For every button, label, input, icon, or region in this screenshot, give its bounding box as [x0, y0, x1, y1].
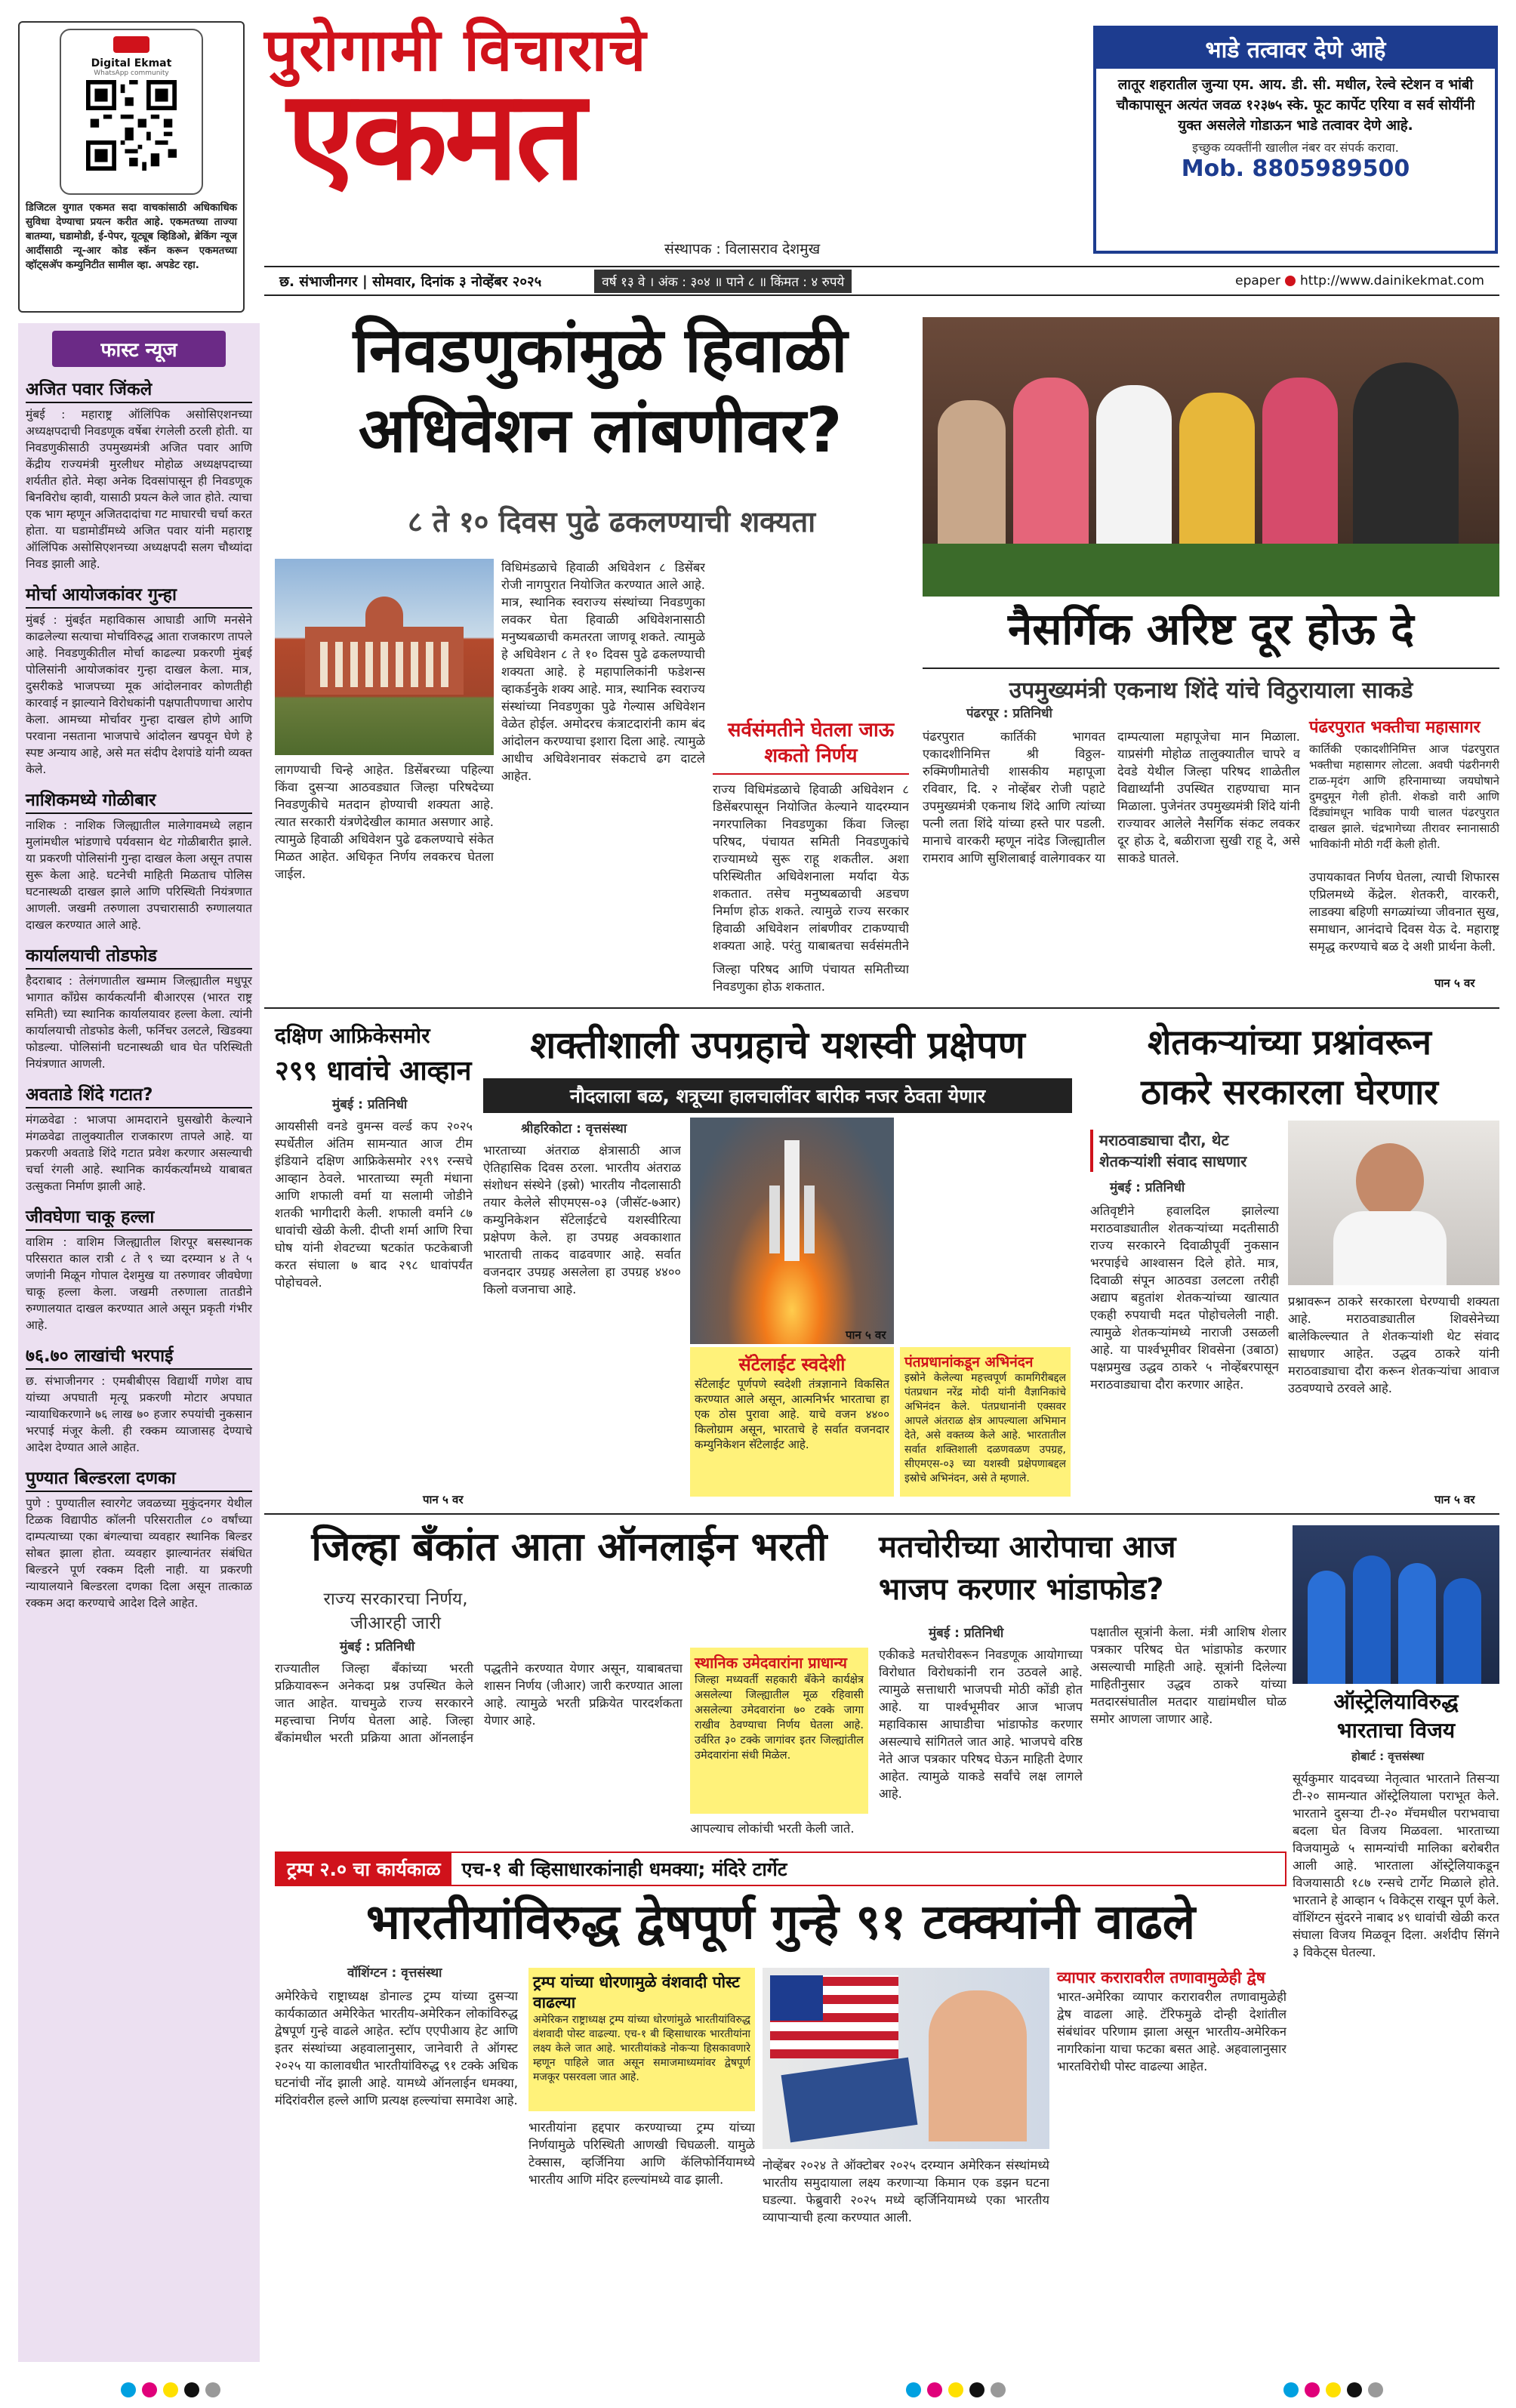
ad-note: इच्छुक व्यक्तींनी खालील नंबर वर संपर्क करावा.: [1192, 140, 1399, 155]
bank-headline[interactable]: जिल्हा बँकांत आता ऑनलाईन भरती: [311, 1525, 827, 1570]
globe-icon: [1285, 276, 1296, 286]
thackeray-body-2: प्रश्नावरून ठाकरे सरकारला घेरण्याची शक्यता आहे. मराठवाड्यातील शिवसेनेच्या बालेकिल्ल्यात ते शेतकऱ्यांशी थेट संवाद साधणार आहेत. उद्धव ठाकरे यांनी मराठवाड्याचा दौरा करून शेतकऱ्यांचा आवाज उठवण्याचे ठरवले आहे.: [1288, 1294, 1499, 1395]
hate-body-3: नोव्हेंबर २०२४ ते ऑक्टोबर २०२५ दरम्यान अमेरिकन संस्थांमध्ये भारतीय समुदायाला लक्ष्य करणाऱ्या किमान एक डझन घटना घडल्या. फेब्रुवारी २०२५ मध्ये व्हर्जिनियामध्ये एका भारतीय व्यापाऱ्याची हत्या करण्यात आली.: [763, 2158, 1049, 2225]
trade-tension-box: [1057, 1968, 1286, 2209]
sidebar-item[interactable]: [26, 942, 252, 1072]
trade-tension-box-body: भारत-अमेरिका व्यापार करारावरील तणावामुळेही द्वेष वाढला आहे. टॅरिफमुळे दोन्ही देशांतील संबंधांवर परिणाम झाला असून भारतीय-अमेरिकन नागरिकांना याचा फटका बसत आहे. अहवालानुसार भारतविरोधी पोस्ट वाढल्या आहेत.: [1057, 1990, 1286, 2073]
shinde-continued[interactable]: पान ५ वर: [1434, 976, 1475, 990]
satellite-caption-body: सॅटेलाईट पूर्णपणे स्वदेशी तंत्रज्ञानाने विकसित करण्यात आले असून, आत्मनिर्भर भारताचा हा एक ठोस पुरावा आहे. याचे वजन ४४०० किलोग्राम असून, भारताचे हे सर्वात वजनदार कम्युनिकेशन सॅटेलाईट आहे.: [695, 1377, 889, 1451]
bank-body: राज्यातील जिल्हा बँकांच्या भरती प्रक्रियावरून अनेकदा प्रश्न उपस्थित केले जात आहेत. याचमुळे राज्य सरकारने महत्त्वाचा निर्णय घेतला आहे. जिल्हा बँकांमधील भरती प्रक्रिया आता ऑनलाईन पद्धतीने करण्यात येणार असून, याबाबतचा शासन निर्णय (जीआर) जारी करण्यात आला आहे. त्यामुळे भरती प्रक्रियेत पारदर्शकता येणार आहे.: [275, 1661, 683, 1745]
thackeray-body: अतिवृष्टीने हवालदिल झालेल्या मराठवाड्यातील शेतकऱ्यांच्या मदतीसाठी राज्य सरकारने दिवाळीपूर्वी नुकसान भरपाईचे आश्वासन दिले होते. मात्र, दिवाळी संपून आठवडा उलटला तरीही अद्याप बहुतांश शेतकऱ्यांच्या खात्यात एकही रुपयाची मदत पोहोचलेली नाही. त्यामुळे शेतकऱ्यांमध्ये नाराजी उसळली आहे. या पार्श्वभूमीवर शिवसेना (उबाठा) पक्षप्रमुख उद्धव ठाकरे ५ नोव्हेंबरपासून मराठवाड्याचा दौरा करणार आहेत.: [1090, 1204, 1279, 1392]
cricket-men-headline-1[interactable]: ऑस्ट्रेलियाविरुद्ध: [1333, 1689, 1459, 1714]
bjp-headline-1[interactable]: मतचोरीच्या आरोपाचा आज: [879, 1530, 1176, 1565]
team-india-photo: [1293, 1525, 1499, 1684]
satellite-subhead: नौदलाला बळ, शत्रूच्या हालचालींवर बारीक नजर ठेवता येणार: [483, 1078, 1072, 1113]
lead-sidebox-body: राज्य विधिमंडळाचे हिवाळी अधिवेशन ८ डिसेंबरपासून नियोजित केल्याने यादरम्यान नगरपालिका निवडणुका किंवा जिल्हा परिषद, पंचायत समिती निवडणुकांचे राज्यामध्ये सुरू राहू शकतील. अशा परिस्थितीत अधिवेशनाला मर्यादा येऊ शकतात. तसेच मनुष्यबळाची अडचण निर्माण होऊ शकते. त्यामुळे राज्य सरकार हिवाळी अधिवेशन लांबणीवर टाकण्याची शक्यता आहे. परंतु याबाबतचा सर्वसंमतीने: [713, 782, 909, 953]
trump-band: [275, 1851, 1286, 1886]
sidebar-item-title: पुण्यात बिल्डरला दणका: [26, 1465, 252, 1492]
bank-dateline: मुंबई : प्रतिनिधी: [340, 1639, 415, 1654]
lead-sidebox-title: सर्वसंमतीने घेतला जाऊ शकतो निर्णय: [713, 717, 909, 775]
masthead-tagline: पुरोगामी विचाराचे: [264, 17, 648, 85]
cricket-men-dateline: होबार्ट : वृत्तसंस्था: [1351, 1750, 1425, 1763]
sidebar-item-body: वाशिम : वाशिम जिल्ह्यातील शिरपूर बसस्थानक परिसरात काल रात्री ८ ते ९ च्या दरम्यान ४ ते ५ जणांनी मिळून गोपाल देशमुख या तरुणावर जीवघेणा चाकू हल्ला केला. जखमी तरुणाला तातडीने रुग्णालयात दाखल करण्यात आले असून प्रकृती गंभीर आहे.: [26, 1235, 252, 1332]
hate-headline[interactable]: भारतीयांविरुद्ध द्वेषपूर्ण गुन्हे ९१ टक्क्यांनी वाढले: [365, 1895, 1196, 1950]
thackeray-headline-2[interactable]: ठाकरे सरकारला घेरणार: [1141, 1071, 1438, 1112]
founder-line: संस्थापक : विलासराव देशमुख: [664, 241, 821, 257]
shinde-dateline: पंढरपूर : प्रतिनिधी: [966, 706, 1052, 721]
lead-headline-line1[interactable]: निवडणुकांमुळे हिवाळी: [353, 315, 848, 387]
bank-body-2: आपल्याच लोकांची भरती केली जाते.: [690, 1821, 855, 1836]
lead-subhead: ८ ते १० दिवस पुढे ढकलण्याची शक्यता: [407, 505, 816, 538]
satellite-headline[interactable]: शक्तीशाली उपग्रहाचे यशस्वी प्रक्षेपण: [530, 1023, 1025, 1067]
sidebar-item-body: छ. संभाजीनगर : एमबीबीएस विद्यार्थी गणेश वाघ यांच्या अपघाती मृत्यू प्रकरणी मोटार अपघात न्यायाधिकरणाने ७६ लाख ७० हजार रुपयांची नुकसान भरपाई मंजूर केली. ही रक्कम व्याजासह देण्याचे आदेश देण्यात आले आहेत.: [26, 1374, 252, 1454]
sidebar-item-title: नाशिकमध्ये गोळीबार: [26, 787, 252, 814]
lead-body-3: जिल्हा परिषद आणि पंचायत समितीच्या निवडणुका होऊ शकतात.: [713, 962, 909, 994]
bjp-body-2: पक्षातील सूत्रांनी केला. मंत्री आशिष शेलार पत्रकार परिषद घेत भांडाफोड करणार असल्याची माहिती आहे. सूत्रांनी दिलेल्या माहितीनुसार उद्धव ठाकरे यांच्या मतदारसंघातील मतदार याद्यांमधील घोळ समोर आणला जाणार आहे.: [1090, 1625, 1286, 1726]
ad-body: लातूर शहरातील जुन्या एम. आय. डी. सी. मधील, रेल्वे स्टेशन व भांबी चौकापासून अत्यंत जवळ १२३७५ स्के. फूट कार्पेट एरिया व सर्व सोयींनी युक्त असलेले गोडाऊन भाडे तत्वावर देणे आहे.: [1116, 77, 1475, 134]
fast-news-sidebar: [18, 323, 260, 2362]
registration-marks-right: [1283, 2382, 1383, 2397]
hate-body: अमेरिकेचे राष्ट्राध्यक्ष डोनाल्ड ट्रम्प यांच्या दुसऱ्या कार्यकाळात अमेरिकेत भारतीय-अमेरिकन लोकांविरुद्ध द्वेषपूर्ण गुन्हे वाढले आहेत. स्टॉप एएपीआय हेट आणि इतर संस्थांच्या अहवालानुसार, जानेवारी ते ऑगस्ट २०२५ या कालावधीत भारतीयांविरुद्ध ९१ टक्के अधिक घटनांची नोंद झाली आहे. यामध्ये ऑनलाईन धमक्या, मंदिरांवरील हल्ले आणि प्रत्यक्ष हल्ल्यांचा समावेश आहे.: [275, 1989, 518, 2107]
satellite-dateline: श्रीहरिकोटा : वृत्तसंस्था: [521, 1121, 627, 1136]
thackeray-headline-1[interactable]: शेतकऱ्यांच्या प्रश्नांवरून: [1148, 1022, 1431, 1062]
pandharpur-box-title: पंढरपुरात भक्तीचा महासागर: [1309, 718, 1481, 737]
cricket-men-body: सूर्यकुमार यादवच्या नेतृत्वात भारताने तिसऱ्या टी-२० सामन्यात ऑस्ट्रेलियाला पराभूत केले. भारताने दुसऱ्या टी-२० मॅचमधील पराभवाचा बदला घेत विजय मिळवला. भारताच्या विजयामुळे ५ सामन्यांची मालिका बरोबरीत आली आहे. भारताला ऑस्ट्रेलियाकडून विजयासाठी १८७ रन्सचे टार्गेट मिळाले होते. भारताने हे आव्हान ५ विकेट्स राखून पूर्ण केले. वॉशिंग्टन सुंदरने नाबाद ४९ धावांची खेळी करत संघाला विजय मिळवून दिला. अर्शदीप सिंगने ३ विकेट्स घेतल्या.: [1293, 1771, 1499, 1959]
sidebar-item-body: मंगळवेढा : भाजपा आमदाराने घुसखोरी केल्याने मंगळवेढा तालुक्यातील राजकारण तापले आहे. या प्रकरणी अवताडे शिंदे गटात प्रवेश करणार असल्याची चर्चा रंगली आहे. स्थानिक कार्यकर्त्यांमध्ये याबाबत उत्सुकता निर्माण झाली आहे.: [26, 1113, 252, 1193]
sidebar-item-body: पुणे : पुण्यातील स्वारगेट जवळच्या मुकुंदनगर येथील टिळक विद्यापीठ कॉलनी परिसरातील ८० वर्षांच्या दाम्पत्याच्या एका बंगल्याचा व्यवहार स्थानिक बिल्डर सोबत झाला होता. व्यवहार झाल्यानंतर संबंधित बिल्डरने पूर्ण रक्कम दिली नाही. या प्रकरणी न्यायालयाने बिल्डरला दणका दिला असून तात्काळ रक्कम अदा करण्याचे आदेश दिले आहेत.: [26, 1497, 252, 1610]
qr-description: डिजिटल युगात एकमत सदा वाचकांसाठी अधिकाधिक सुविधा देण्याचा प्रयत्न करीत आहे. एकमतच्या ताज्या बातम्या, घडामोडी, ई-पेपर, यूट्यूब व्हिडिओ, ब्रेकिंग न्यूज आदींसाठी न्यू-आर कोड स्कॅन करून एकमतच्या व्हॉट्सअ‍ॅप कम्युनिटीत सामील व्हा. अपडेट रहा.: [26, 202, 237, 271]
satellite-continued[interactable]: पान ५ वर: [846, 1328, 886, 1342]
qr-card[interactable]: [60, 29, 203, 195]
cricket-women-dateline: मुंबई : प्रतिनिधी: [332, 1097, 408, 1112]
trump-band-text: एच-१ बी व्हिसाधारकांनाही धमक्या; मंदिरे टार्गेट: [461, 1858, 787, 1880]
sidebar-item[interactable]: [26, 1204, 252, 1333]
bank-sidebox: [690, 1648, 868, 1814]
sidebar-item-title: अवताडे शिंदे गटात?: [26, 1081, 252, 1108]
bank-box-body: जिल्हा मध्यवर्ती सहकारी बँकेने कार्यक्षेत्र असलेल्या जिल्ह्यातील मूळ रहिवासी असलेल्या उमेदवारांना ७० टक्के जागा राखीव ठेवण्याचा निर्णय घेतला आहे. उर्वरित ३० टक्के जागांवर इतर जिल्ह्यांतील उमेदवारांना संधी मिळेल.: [695, 1674, 864, 1762]
shinde-body: पंढरपुरात कार्तिकी भागवत एकादशीनिमित्त श्री विठ्ठल-रुक्मिणीमातेची शासकीय महापूजा रविवार, दि. २ नोव्हेंबर रोजी पहाटे उपमुख्यमंत्री एकनाथ शिंदे आणि त्यांच्या पत्नी लता शिंदे यांच्या हस्ते पार पडली. मानाचे वारकरी म्हणून नांदेड जिल्ह्यातील रामराव आणि सुशिलाबाई वालेगावकर या दाम्पत्याला महापूजेचा मान मिळाला. याप्रसंगी मोहोळ तालुक्यातील चापरे व देवडे येथील जिल्हा परिषद शाळेतील विद्यार्थ्यांनी उपस्थित राहण्याचा मान मिळाला. पुजेनंतर उपमुख्यमंत्री शिंदे यांनी राज्यावर आलेले नैसर्गिक संकट लवकर दूर होऊ दे, बळीराजा सुखी राहू दे, असे साकडे घातले.: [923, 729, 1300, 865]
sidebar-item[interactable]: [26, 1081, 252, 1195]
qr-code-icon[interactable]: [86, 80, 177, 171]
vithal-puja-photo: [923, 317, 1499, 597]
ekmat-mini-logo: [113, 36, 149, 53]
shinde-body-2: उपायकावत निर्णय घेतला, त्याची शिफारस एप्रिलमध्ये केंद्रेल. शेतकरी, वारकरी, लाडक्या बहिणी सगळ्यांच्या जीवनात सुख, समाधान, आनंदाचे दिवस येऊ दे. महाराष्ट्र समृद्ध करण्याचे बळ दे अशी प्रार्थना केली.: [1309, 870, 1499, 954]
fast-news-label: फास्ट न्यूज: [100, 339, 177, 362]
pm-box-title: पंतप्रधानांकडून अभिनंदन: [904, 1354, 1034, 1370]
pm-congrats-box: [900, 1347, 1071, 1497]
ad-title: भाडे तत्वावर देणे आहे: [1096, 29, 1495, 69]
sidebar-item[interactable]: [26, 1343, 252, 1456]
date-line: छ. संभाजीनगर | सोमवार, दिनांक ३ नोव्हेंबर २०२५: [279, 273, 542, 290]
masthead-logo[interactable]: एकमत: [287, 63, 584, 208]
sidebar-item-body: नाशिक : नाशिक जिल्ह्यातील मालेगावमध्ये लहान मुलांमधील भांडणाचे पर्यवसान थेट गोळीबारीत झाले. या प्रकरणी पोलिसांनी गुन्हा दाखल केला असून तपास सुरू केला आहे. घटनेची माहिती मिळताच पोलिस घटनास्थळी दाखल झाले आणि परिस्थिती नियंत्रणात आणली. जखमी तरुणाला उपचारासाठी रुग्णालयात दाखल करण्यात आले आहे.: [26, 819, 252, 932]
cricket-men-headline-2[interactable]: भारताचा विजय: [1336, 1718, 1456, 1743]
cricket-women-body: आयसीसी वनडे वुमन्स वर्ल्ड कप २०२५ स्पर्धेतील अंतिम सामन्यात आज टीम इंडियाने दक्षिण आफ्रिकेसमोर २९९ रन्सचे आव्हान ठेवले. भारताच्या स्मृती मंधाना आणि शफाली वर्मा या सलामी जोडीने शतकी भागीदारी केली. शफाली वर्माने ८७ धावांची खेळी केली. दीप्ती शर्मा आणि रिचा घोष यांनी शेवटच्या षटकांत फटकेबाजी करत संघाला ७ बाद २९८ धावांपर्यंत पोहोचवले.: [275, 1119, 473, 1290]
satellite-caption-title: सॅटेलाईट स्वदेशी: [738, 1354, 846, 1375]
lead-sidebox: [713, 717, 909, 994]
bank-subhead-2: जीआरही जारी: [350, 1614, 441, 1633]
trump-band-label: ट्रम्प २.० चा कार्यकाळ: [276, 1853, 451, 1885]
sidebar-item[interactable]: [26, 1465, 252, 1611]
registration-marks-center: [906, 2382, 1006, 2397]
sidebar-item[interactable]: [26, 787, 252, 933]
trump-policy-box-body: अमेरिकन राष्ट्राध्यक्ष ट्रम्प यांच्या धोरणांमुळे भारतीयांविरुद्ध वंशवादी पोस्ट वाढल्या. एच-१ बी व्हिसाधारक भारतीयांना लक्ष्य केले जात आहे. भारतीयांकडे नोकऱ्या हिसकावणारे म्हणून पाहिले जात असून समाजमाध्यमांवर द्वेषपूर्ण मजकूर पसरवला जात आहे.: [533, 2014, 750, 2083]
masthead-date-bar: [264, 266, 1499, 296]
cricket-women-subhead-2[interactable]: २९९ धावांचे आव्हान: [275, 1056, 472, 1087]
hate-body-2: भारतीयांना हद्दपार करण्याच्या ट्रम्प यांच्या निर्णयामुळे परिस्थिती आणखी चिघळली. यामुळे टेक्सास, व्हर्जिनिया आणि कॅलिफोर्नियामध्ये भारतीय आणि मंदिर हल्ल्यांमध्ये वाढ झाली.: [528, 2120, 755, 2187]
hate-dateline: वॉशिंग्टन : वृत्तसंस्था: [347, 1966, 442, 1981]
vidhan-bhavan-photo: [275, 559, 494, 755]
qr-title: Digital Ekmat: [91, 57, 172, 69]
sidebar-item[interactable]: [26, 376, 252, 572]
sidebar-item-title: अजित पवार जिंकले: [26, 376, 252, 403]
cricket-women-continued[interactable]: पान ५ वर: [423, 1493, 464, 1506]
trump-visa-photo: [763, 1968, 1049, 2149]
satellite-caption-box: [690, 1347, 894, 1497]
sidebar-item-title: ७६.७० लाखांची भरपाई: [26, 1343, 252, 1370]
shinde-headline[interactable]: नैसर्गिक अरिष्ट दूर होऊ दे: [1008, 603, 1414, 655]
sidebar-item[interactable]: [26, 581, 252, 778]
qr-box: [18, 21, 245, 313]
trump-policy-box-title: ट्रम्प यांच्या धोरणामुळे वंशवादी पोस्ट वाढल्या: [533, 1973, 740, 2012]
thackeray-continued[interactable]: पान ५ वर: [1434, 1493, 1475, 1506]
trump-policy-box: [528, 1968, 755, 2111]
bjp-dateline: मुंबई : प्रतिनिधी: [929, 1626, 1004, 1641]
lead-body-1: विधिमंडळाचे हिवाळी अधिवेशन ८ डिसेंबर रोजी नागपुरात नियोजित करण्यात आले आहे. मात्र, स्थानिक स्वराज्य संस्थांच्या निवडणुका लवकर घेता हिवाळी अधिवेशनासाठी मनुष्यबळाची कमतरता जाणवू शकते. त्यामुळे हे अधिवेशन ८ ते १० दिवस पुढे ढकलण्याची शक्यता आहे. हे महापालिकांनी फडेशन्स व्हाकर्डनुके शक्य आहे. मात्र, स्थानिक स्वराज्य संस्थांच्या निवडणुका पुढे गेल्यास अधिवेशन वेळेत होईल. अमोदरच कंत्राटदारांनी काम बंद आंदोलन करण्याचा इशारा दिला आहे. त्यामुळे आधीच अधिवेशनावर संकटाचे ढग दाटले आहेत.: [501, 560, 705, 783]
bjp-headline-2[interactable]: भाजप करणार भांडाफोड?: [879, 1572, 1164, 1607]
satellite-body: भारताच्या अंतराळ क्षेत्रासाठी आज ऐतिहासिक दिवस ठरला. भारतीय अंतराळ संशोधन संस्थेने (इस्रो) भारतीय नौदलासाठी तयार केलेले सीएमएस-०३ (जीसॅट-७आर) कम्युनिकेशन सॅटेलाईटचे यशस्वीरित्या प्रक्षेपण केले. हा उपग्रह अवकाशात भारताची ताकद वाढवणार आहे. सर्वात वजनदार उपग्रह असलेला हा उपग्रह ४४०० किलो वजनाचा आहे.: [483, 1143, 681, 1296]
epaper-label: epaper: [1235, 273, 1281, 288]
qr-subtitle: WhatsApp community: [94, 69, 169, 77]
bank-box-title: स्थानिक उमेदवारांना प्राधान्य: [695, 1654, 847, 1672]
ad-mobile[interactable]: Mob. 8805989500: [1181, 156, 1410, 182]
uddhav-thackeray-photo: [1288, 1121, 1499, 1285]
cricket-women-subhead-1[interactable]: दक्षिण आफ्रिकेसमोर: [275, 1023, 430, 1048]
issue-line: वर्ष १३ वे । अंक : ३०४ ॥ पाने ८ ॥ किंमत : ४ रुपये: [594, 270, 852, 293]
fast-news-header: [52, 331, 226, 367]
website-link[interactable]: http://www.dainikekmat.com: [1300, 273, 1484, 288]
trade-tension-box-title: व्यापार करारावरील तणावामुळेही द्वेष: [1057, 1969, 1265, 1987]
thackeray-subhead: मराठवाड्याचा दौरा, थेट शेतकऱ्यांशी संवाद साधणार: [1090, 1130, 1271, 1172]
lead-headline-line2[interactable]: अधिवेशन लांबणीवर?: [358, 395, 843, 467]
pandharpur-box: [1309, 717, 1499, 858]
pm-box-body: इस्रोने केलेल्या महत्त्वपूर्ण कामगिरीबद्दल पंतप्रधान नरेंद्र मोदी यांनी वैज्ञानिकांचे अभिनंदन केले. पंतप्रधानांनी एक्सवर आपले अंतराळ क्षेत्र आपल्याला अभिमान देते, असे वक्तव्य केले आहे. भारतातील सर्वात शक्तिशाली दळणवळण उपग्रह, सीएमएस-०३ च्या यशस्वी प्रक्षेपणाबद्दल इस्रोचे अभिनंदन, असे ते म्हणाले.: [904, 1372, 1066, 1485]
sidebar-item-title: कार्यालयाची तोडफोड: [26, 942, 252, 970]
thackeray-dateline: मुंबई : प्रतिनिधी: [1110, 1180, 1185, 1195]
sidebar-item-title: मोर्चा आयोजकांवर गुन्हा: [26, 581, 252, 609]
bank-subhead-1: राज्य सरकारचा निर्णय,: [323, 1589, 468, 1609]
sidebar-item-body: हैदराबाद : तेलंगणातील खम्माम जिल्ह्यातील मधुपूर भागात काँग्रेस कार्यकर्त्यांनी बीआरएस (भारत राष्ट्र समिती) च्या स्थानिक कार्यालयावर हल्ला केला. त्यांनी कार्यालयाची तोडफोड केली, फर्निचर उलटले, खिडक्या फोडल्या. पोलिसांनी घटनास्थळी धाव घेत परिस्थिती नियंत्रणात आणली.: [26, 974, 252, 1071]
rental-ad[interactable]: [1093, 26, 1498, 254]
lead-body-2: लागण्याची चिन्हे आहेत. डिसेंबरच्या पहिल्या किंवा दुसऱ्या आठवड्यात जिल्हा परिषदेच्या निवडणुकीचे मतदान होण्याची शक्यता आहे. त्यात सरकारी यंत्रणेदेखील कामात असणार आहे. त्यामुळे हिवाळी अधिवेशन पुढे ढकलण्याचे संकेत मिळत आहेत. अधिकृत निर्णय लवकरच घेतला जाईल.: [275, 763, 494, 881]
sidebar-item-body: मुंबई : मुंबईत महाविकास आघाडी आणि मनसेने काढलेल्या सत्याचा मोर्चाविरुद्ध आता राजकारण तापले आहे. निवडणुकीतील मोर्चा काढल्या प्रकरणी मुंबई पोलिसांनी आयोजकांवर गुन्हा दाखल केला. मात्र, दुसरीकडे भाजपच्या मूक आंदोलनावर कोणतीही कारवाई न झाल्याने विरोधकांनी पक्षपातीपणाचा आरोप केला. आमच्या मोर्चावर गुन्हा दाखल होणे आणि परवाना नसताना भाजपाचे आंदोलन खपवून घेणे हे स्पष्ट अन्याय आहे, असे मत संदीप देशपांडे यांनी व्यक्त केले.: [26, 613, 252, 776]
sidebar-item-body: मुंबई : महाराष्ट्र ऑलिंपिक असोसिएशनच्या अध्यक्षपदाची निवडणूक वर्षेबा रंगलेली ठरली होती. या निवडणुकीसाठी उपमुख्यमंत्री अजित पवार आणि केंद्रीय राज्यमंत्री मुरलीधर मोहोळ अध्यक्षपदाच्या शर्यतीत होते. मेव्हा अनेक दिवसांपासून ही निवडणूक बिनविरोध व्हावी, यासाठी प्रयत्न केले जात होते. त्याचा एक भाग म्हणून अजितदादांचा गट माघारची चर्चा करत होता. या घडामोडींमध्ये अजित पवार यांनी महाराष्ट्र ऑलिंपिक असोसिएशनच्या अध्यक्षपदी सलग चौथ्यांदा निवड झाली आहे.: [26, 408, 252, 571]
shinde-subhead: उपमुख्यमंत्री एकनाथ शिंदे यांचे विठुरायाला साकडे: [923, 668, 1499, 705]
pandharpur-box-body: कार्तिकी एकादशीनिमित्त आज पंढरपुरात भक्तीचा महासागर लोटला. अवघी पंढरीनगरी टाळ-मृदंग आणि हरिनामाच्या जयघोषाने दुमदुमून गेली होती. शेकडो वारी आणि दिंड्यांमधून भाविक पायी चालत पंढरपुरात दाखल झाले. चंद्रभागेच्या तीरावर स्नानासाठी भाविकांनी मोठी गर्दी केली होती.: [1309, 742, 1499, 851]
registration-marks-left: [121, 2382, 220, 2397]
bjp-body: एकीकडे मतचोरीवरून निवडणूक आयोगाच्या विरोधात विरोधकांनी रान उठवले आहे. त्यामुळे सत्ताधारी भाजपची मोठी कोंडी होत आहे. या पार्श्वभूमीवर आज भाजप महाविकास आघाडीचा भांडाफोड करणार असल्याचे सांगितले जात आहे. भाजपचे वरिष्ठ नेते आज पत्रकार परिषद घेऊन माहिती देणार आहेत. त्यामुळे याकडे सर्वांचे लक्ष लागले आहे.: [879, 1648, 1083, 1801]
sidebar-item-title: जीवघेणा चाकू हल्ला: [26, 1204, 252, 1231]
rocket-launch-photo: [690, 1118, 894, 1344]
